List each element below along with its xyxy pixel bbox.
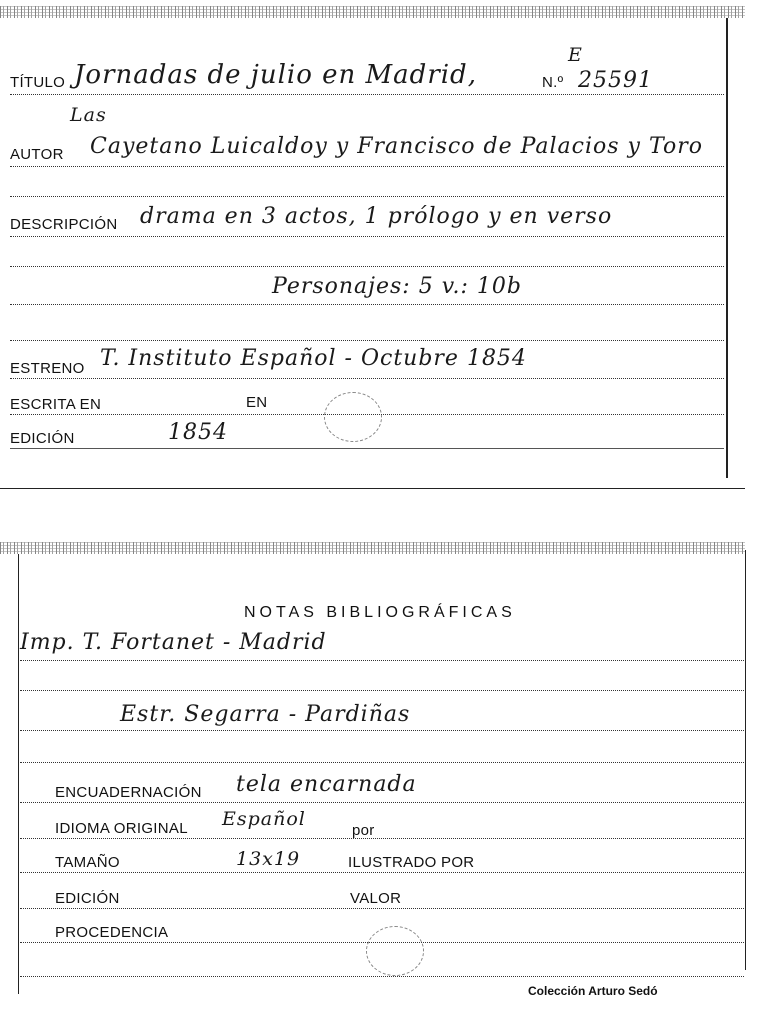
- autor-value: Cayetano Luicaldoy y Francisco de Palacios y Toro: [90, 134, 703, 159]
- numero-label: N.º: [542, 74, 564, 91]
- personajes-rule: [10, 304, 724, 305]
- idioma-rule: [20, 838, 744, 839]
- edicion-rule: [10, 448, 724, 449]
- encuadernacion-rule: [20, 802, 744, 803]
- titulo-rule: [10, 94, 724, 95]
- valor-label: VALOR: [350, 890, 402, 907]
- catalog-card-top: [0, 0, 759, 500]
- note-rule-1: [20, 660, 744, 661]
- note-rule-4: [20, 762, 744, 763]
- blank-rule-1: [10, 196, 724, 197]
- edicion-value: 1854: [168, 420, 228, 445]
- scan-edge-bottom-card: [0, 542, 745, 554]
- estreno-rule: [10, 378, 724, 379]
- collection-credit: Colección Arturo Sedó: [528, 984, 658, 998]
- edicion-label-2: EDICIÓN: [55, 890, 120, 907]
- card-right-border-2: [745, 550, 746, 970]
- tamano-value: 13x19: [236, 848, 301, 870]
- descripcion-rule: [10, 236, 724, 237]
- numero-value: 25591: [578, 68, 653, 93]
- note-rule-3: [20, 730, 744, 731]
- titulo-note: Las: [70, 104, 107, 126]
- circular-stamp-2: [366, 926, 424, 976]
- circular-stamp: [324, 392, 382, 442]
- note-line-1: Imp. T. Fortanet - Madrid: [20, 630, 327, 655]
- blank-rule-bottom: [20, 976, 744, 977]
- encuadernacion-value: tela encarnada: [236, 772, 417, 797]
- titulo-value: Jornadas de julio en Madrid,: [74, 60, 477, 90]
- idioma-label: IDIOMA ORIGINAL: [55, 820, 188, 837]
- procedencia-label: PROCEDENCIA: [55, 924, 169, 941]
- tamano-rule: [20, 872, 744, 873]
- numero-prefix: E: [568, 44, 583, 66]
- ilustrado-label: ILUSTRADO POR: [348, 854, 475, 871]
- tamano-label: TAMAÑO: [55, 854, 120, 871]
- card-right-border: [726, 18, 728, 478]
- scan-edge-top: [0, 6, 745, 18]
- en-label: EN: [246, 394, 268, 411]
- edicion-rule-2: [20, 908, 744, 909]
- estreno-value: T. Instituto Español - Octubre 1854: [100, 346, 527, 371]
- blank-rule-3: [10, 340, 724, 341]
- blank-rule-2: [10, 266, 724, 267]
- autor-label: AUTOR: [10, 146, 64, 163]
- card-bottom-border: [0, 488, 745, 489]
- por-label: por: [352, 822, 375, 839]
- escrita-rule: [10, 414, 724, 415]
- idioma-value: Español: [222, 808, 306, 830]
- escrita-label: ESCRITA EN: [10, 396, 102, 413]
- encuadernacion-label: ENCUADERNACIÓN: [55, 784, 202, 801]
- procedencia-rule: [20, 942, 744, 943]
- autor-rule: [10, 166, 724, 167]
- note-rule-2: [20, 690, 744, 691]
- descripcion-label: DESCRIPCIÓN: [10, 216, 118, 233]
- card-left-border: [18, 554, 19, 994]
- descripcion-value: drama en 3 actos, 1 prólogo y en verso: [140, 204, 613, 229]
- catalog-card-bottom: [0, 540, 759, 1028]
- estreno-label: ESTRENO: [10, 360, 85, 377]
- note-line-2: Estr. Segarra - Pardiñas: [120, 702, 411, 727]
- edicion-label: EDICIÓN: [10, 430, 75, 447]
- personajes-value: Personajes: 5 v.: 10b: [272, 274, 522, 299]
- titulo-label: TÍTULO: [10, 74, 66, 91]
- notas-heading: NOTAS BIBLIOGRÁFICAS: [244, 604, 516, 621]
